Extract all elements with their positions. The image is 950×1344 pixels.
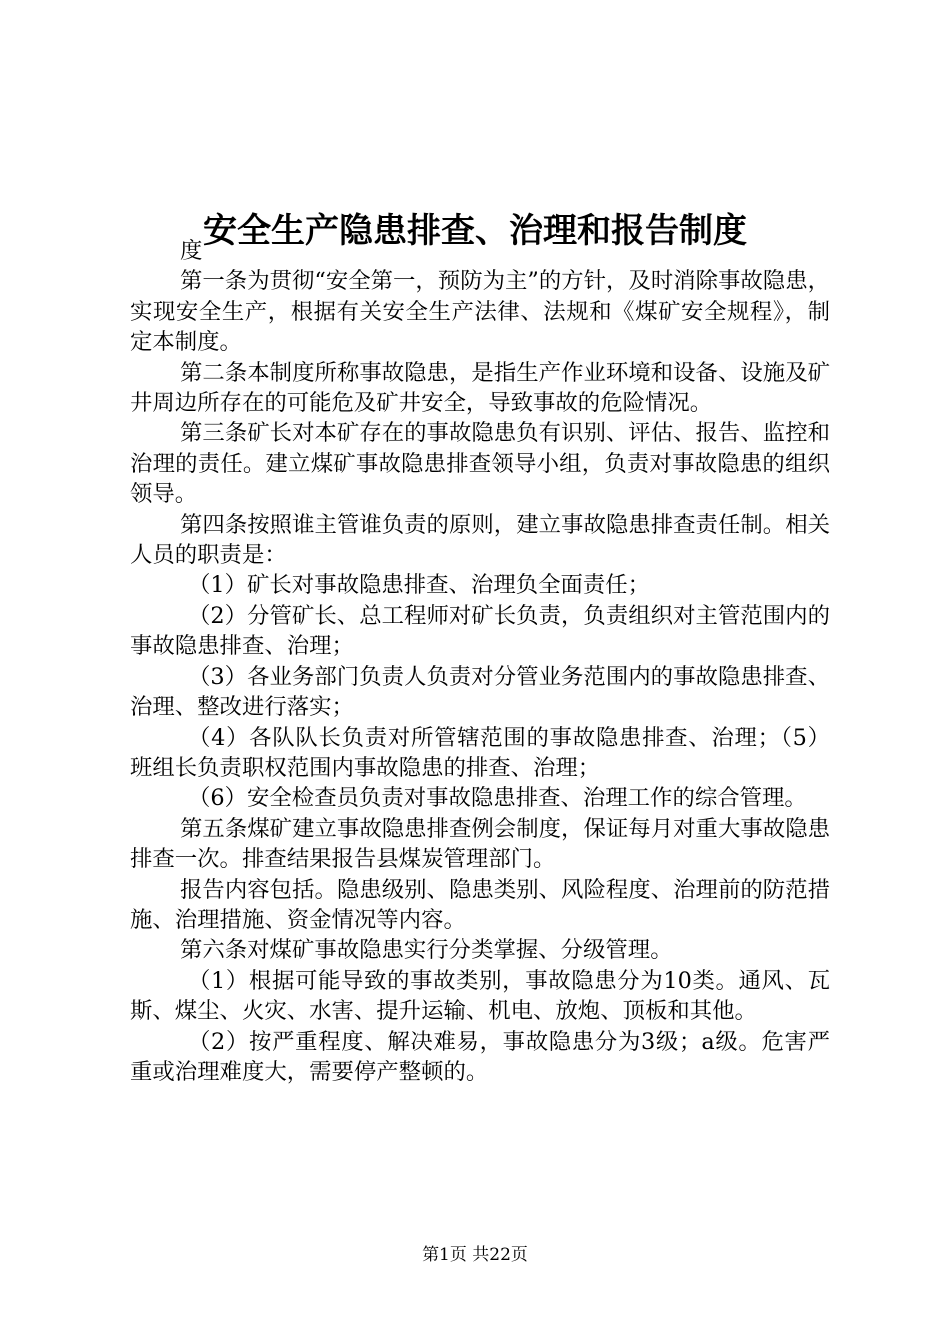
document-body <box>130 236 830 1087</box>
article-6-paragraph: 第六条对煤矿事故隐患实行分类掌握、分级管理。 <box>180 937 673 964</box>
body-paragraph: 度 <box>180 238 203 264</box>
document-title: 安全生产隐患排查、治理和报告制度 <box>203 210 747 251</box>
list-item: （1）矿长对事故隐患排查、治理负全面责任； <box>188 572 651 599</box>
list-item: （3）各业务部门负责人负责对分管业务范围内的事故隐患排查、治理、整改进行落实； <box>130 663 830 721</box>
article-1-paragraph: 第一条为贯彻“安全第一，预防为主”的方针，及时消除事故隐患，实现安全生产，根据有关安全生产法律、法规和《煤矿安全规程》，制定本制度。 <box>130 268 830 356</box>
page-footer: 第1页 共22页 <box>422 1245 528 1265</box>
article-5-paragraph: 第五条煤矿建立事故隐患排查例会制度，保证每月对重大事故隐患排查一次。排查结果报告县煤炭管理部门。 <box>130 815 830 873</box>
list-item: （6）安全检查员负责对事故隐患排查、治理工作的综合管理。 <box>188 785 807 812</box>
list-item: （1）根据可能导致的事故类别，事故隐患分为10类。通风、瓦斯、煤尘、火灾、水害、提升运输、机电、放炮、顶板和其他。 <box>130 967 830 1025</box>
list-item: （2）按严重程度、解决难易，事故隐患分为3级；a级。危害严重或治理难度大，需要停产整顿的。 <box>130 1028 830 1085</box>
body-paragraph: 报告内容包括。隐患级别、隐患类别、风险程度、治理前的防范措施、治理措施、资金情况等内容。 <box>130 876 830 933</box>
article-2-paragraph: 第二条本制度所称事故隐患，是指生产作业环境和设备、设施及矿井周边所存在的可能危及矿井安全，导致事故的危险情况。 <box>130 359 830 417</box>
list-item: （2）分管矿长、总工程师对矿长负责，负责组织对主管范围内的事故隐患排查、治理； <box>130 602 830 660</box>
article-3-paragraph: 第三条矿长对本矿存在的事故隐患负有识别、评估、报告、监控和治理的责任。建立煤矿事故隐患排查领导小组，负责对事故隐患的组织领导。 <box>130 420 830 508</box>
list-item: （4）各队队长负责对所管辖范围的事故隐患排查、治理；（5）班组长负责职权范围内事故隐患的排查、治理； <box>130 724 830 781</box>
article-4-paragraph: 第四条按照谁主管谁负责的原则，建立事故隐患排查责任制。相关人员的职责是： <box>130 511 830 569</box>
